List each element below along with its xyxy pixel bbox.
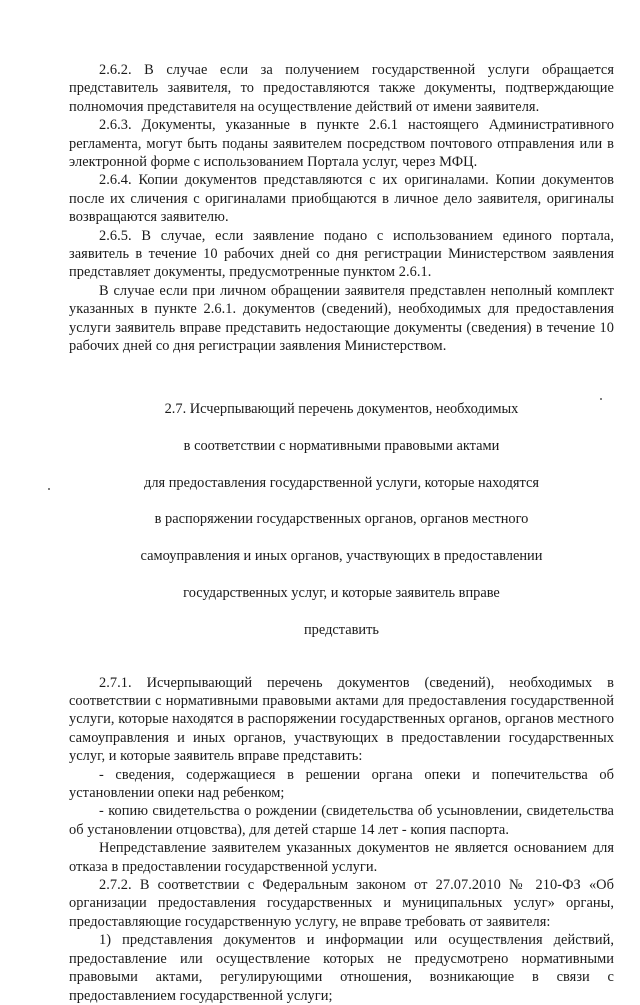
scan-speck	[600, 398, 602, 400]
heading-line: 2.7. Исчерпывающий перечень документов, необходимых	[164, 400, 519, 417]
paragraph-item-1: 1) представления документов и информации или осуществления действий, предоставление или осуществление которых не предусмотрено нормативными правовыми актами, регулирующими отношения, возникающие в связи с предоставлением государственной услуги;	[69, 932, 614, 1004]
section-heading-2-7	[69, 382, 614, 658]
paragraph-2-7-2: 2.7.2. В соответствии с Федеральным законом от 27.07.2010 № 210-ФЗ «Об организации предоставления государственных и муниципальных услуг» органы, предоставляющие государственную услугу, не вправе требовать от заявителя:	[69, 877, 614, 930]
paragraph-non-submission: Непредставление заявителем указанных документов не является основанием для отказа в предоставлении государственной услуги.	[69, 840, 614, 875]
heading-line: для предоставления государственной услуги, которые находятся	[144, 474, 539, 491]
heading-line: представить	[303, 621, 379, 638]
list-item-birth-certificate: - копию свидетельства о рождении (свидетельства об усыновлении, свидетельства об установлении отцовства), для детей старше 14 лет - копия паспорта.	[69, 803, 614, 838]
scan-speck	[48, 488, 50, 490]
paragraph-2-6-5: 2.6.5. В случае, если заявление подано с использованием единого портала, заявитель в течение 10 рабочих дней со дня регистрации Министерством заявления представляет документы, предусмотренные пунктом 2.6.1.	[69, 227, 614, 281]
paragraph-incomplete-set: В случае если при личном обращении заявителя представлен неполный комплект указанных в пункте 2.6.1. документов (сведений), необходимых для предоставления услуги заявитель вправе представить недостающие документы (сведения) в течение 10 рабочих дней со дня регистрации заявления Министерством.	[69, 282, 614, 355]
heading-line: в соответствии с нормативными правовыми актами	[183, 437, 500, 454]
heading-line: самоуправления и иных органов, участвующих в предоставлении	[140, 548, 543, 565]
list-item-guardianship: - сведения, содержащиеся в решении органа опеки и попечительства об установлении опеки над ребенком;	[69, 766, 614, 802]
heading-line: в распоряжении государственных органов, органов местного	[154, 511, 529, 528]
paragraph-2-6-4: 2.6.4. Копии документов представляются с их оригиналами. Копии документов после их сличения с оригиналами приобщаются в личное дело заявителя, оригиналы возвращаются заявителю.	[69, 172, 614, 226]
heading-line: государственных услуг, и которые заявитель вправе	[183, 584, 500, 601]
paragraph-2-6-3: 2.6.3. Документы, указанные в пункте 2.6.1 настоящего Административного регламента, могут быть поданы заявителем посредством почтового отправления или в электронной форме с использованием Портала услуг, через МФЦ.	[69, 117, 614, 171]
paragraph-2-7-1: 2.7.1. Исчерпывающий перечень документов (сведений), необходимых в соответствии с нормативными правовыми актами для предоставления государственной услуги, которые находятся в распоряжении государственных органов, органов местного самоуправления и иных органов, участвующих в предоставлении государственных услуг, и которые заявитель вправе представить:	[69, 674, 614, 765]
paragraph-2-6-2: 2.6.2. В случае если за получением государственной услуги обращается представитель заявителя, то предоставляются также документы, подтверждающие полномочия представителя на осуществление действий от имени заявителя.	[69, 62, 614, 115]
